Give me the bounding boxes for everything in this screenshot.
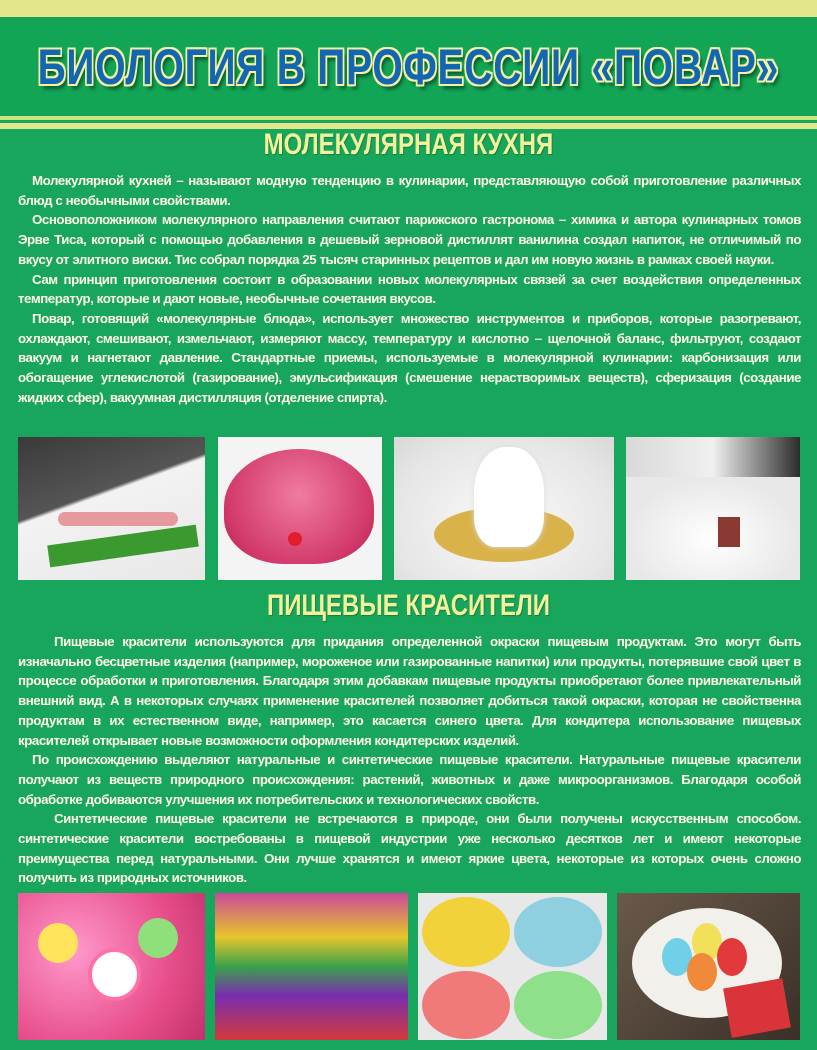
paragraph: Повар, готовящий «молекулярные блюда», использует множество инструментов и приборов, которые разогревают, охлаждают, смешивают, измельчают, измеряют массу, температуру и кислотно – щелочной баланс, фильтруют, создают вакуум и нагнетают давление. Стандартные приемы, используемые в молекулярной кулинарии: карбонизация или обогащение углекислотой (газирование), эмульсификация (смешение нерастворимых веществ), сферизация (создание жидких сфер), вакуумная дистилляция (отделение спирта).: [18, 310, 801, 405]
photo-candies: [18, 893, 205, 1040]
paragraph: Молекулярной кухней – называют модную тенденцию в кулинарии, представляющую собой приготовление различных блюд с необычными свойствами.: [18, 173, 801, 208]
divider-stripe: [0, 116, 817, 120]
section-heading-molecular: МОЛЕКУЛЯРНАЯ КУХНЯ: [263, 128, 554, 161]
section-heading-dyes: ПИЩЕВЫЕ КРАСИТЕЛИ: [266, 589, 551, 622]
paragraph: Синтетические пищевые красители не встречаются в природе, они были получены искусственным способом. синтетические красители востребованы в пищевой индустрии уже несколько десятков лет и имеют некоторые преимущества перед натуральными. Они лучше хранятся и имеют яркие цвета, некоторые из которых очень сложно получить из природных источников.: [18, 811, 801, 886]
molecular-text: [18, 171, 801, 407]
paragraph: Сам принцип приготовления состоит в образовании новых молекулярных связей за счет воздействия определенных температур, которые и дают новые, необычные сочетания вкусов.: [18, 271, 801, 307]
paragraph: По происхождению выделяют натуральные и синтетические пищевые красители. Натуральные пищевые красители получают из веществ природного происхождения: растений, животных и даже микроорганизмов. Благодаря особой обработке добиваются улучшения их потребительских и технологических свойств.: [18, 752, 801, 807]
photo-dye-powders: [215, 893, 408, 1040]
photo-molecular-sugar-dome: [218, 437, 382, 580]
dyes-text: [18, 632, 801, 888]
photo-colored-creams: [418, 893, 607, 1040]
photo-molecular-snow-dish: [394, 437, 614, 580]
top-accent-strip: [0, 0, 817, 17]
photo-molecular-smoke: [626, 437, 800, 580]
photo-molecular-spoons: [18, 437, 205, 580]
paragraph: Основоположником молекулярного направления считают парижского гастронома – химика и автора кулинарных томов Эрве Тиса, который с помощью добавления в дешевый зерновой дистиллят ванилина создал напиток, не отличимый по вкусу от элитного виски. Тис собрал порядка 25 тысяч старинных рецептов и дал им новую жизнь в рамках своей науки.: [18, 212, 801, 267]
paragraph: Пищевые красители используются для придания определенной окраски пищевым продуктам. Это могут быть изначально бесцветные изделия (например, мороженое или газированные напитки) или продукты, потерявшие свой цвет в процессе обработки и приготовления. Благодаря этим добавкам пищевые продукты приобретают более привлекательный внешний вид. А в некоторых случаях применение красителей позволяет добиться такой окраски, которая не свойственна продуктам в их естественном виде, например, это касается синего цвета. Для кондитера использование пищевых красителей открывает новые возможности оформления кондитерских изделий.: [18, 634, 801, 748]
poster-title: БИОЛОГИЯ В ПРОФЕССИИ «ПОВАР»: [37, 38, 780, 95]
photo-colored-eggs: [617, 893, 800, 1040]
title-banner: [0, 17, 817, 116]
